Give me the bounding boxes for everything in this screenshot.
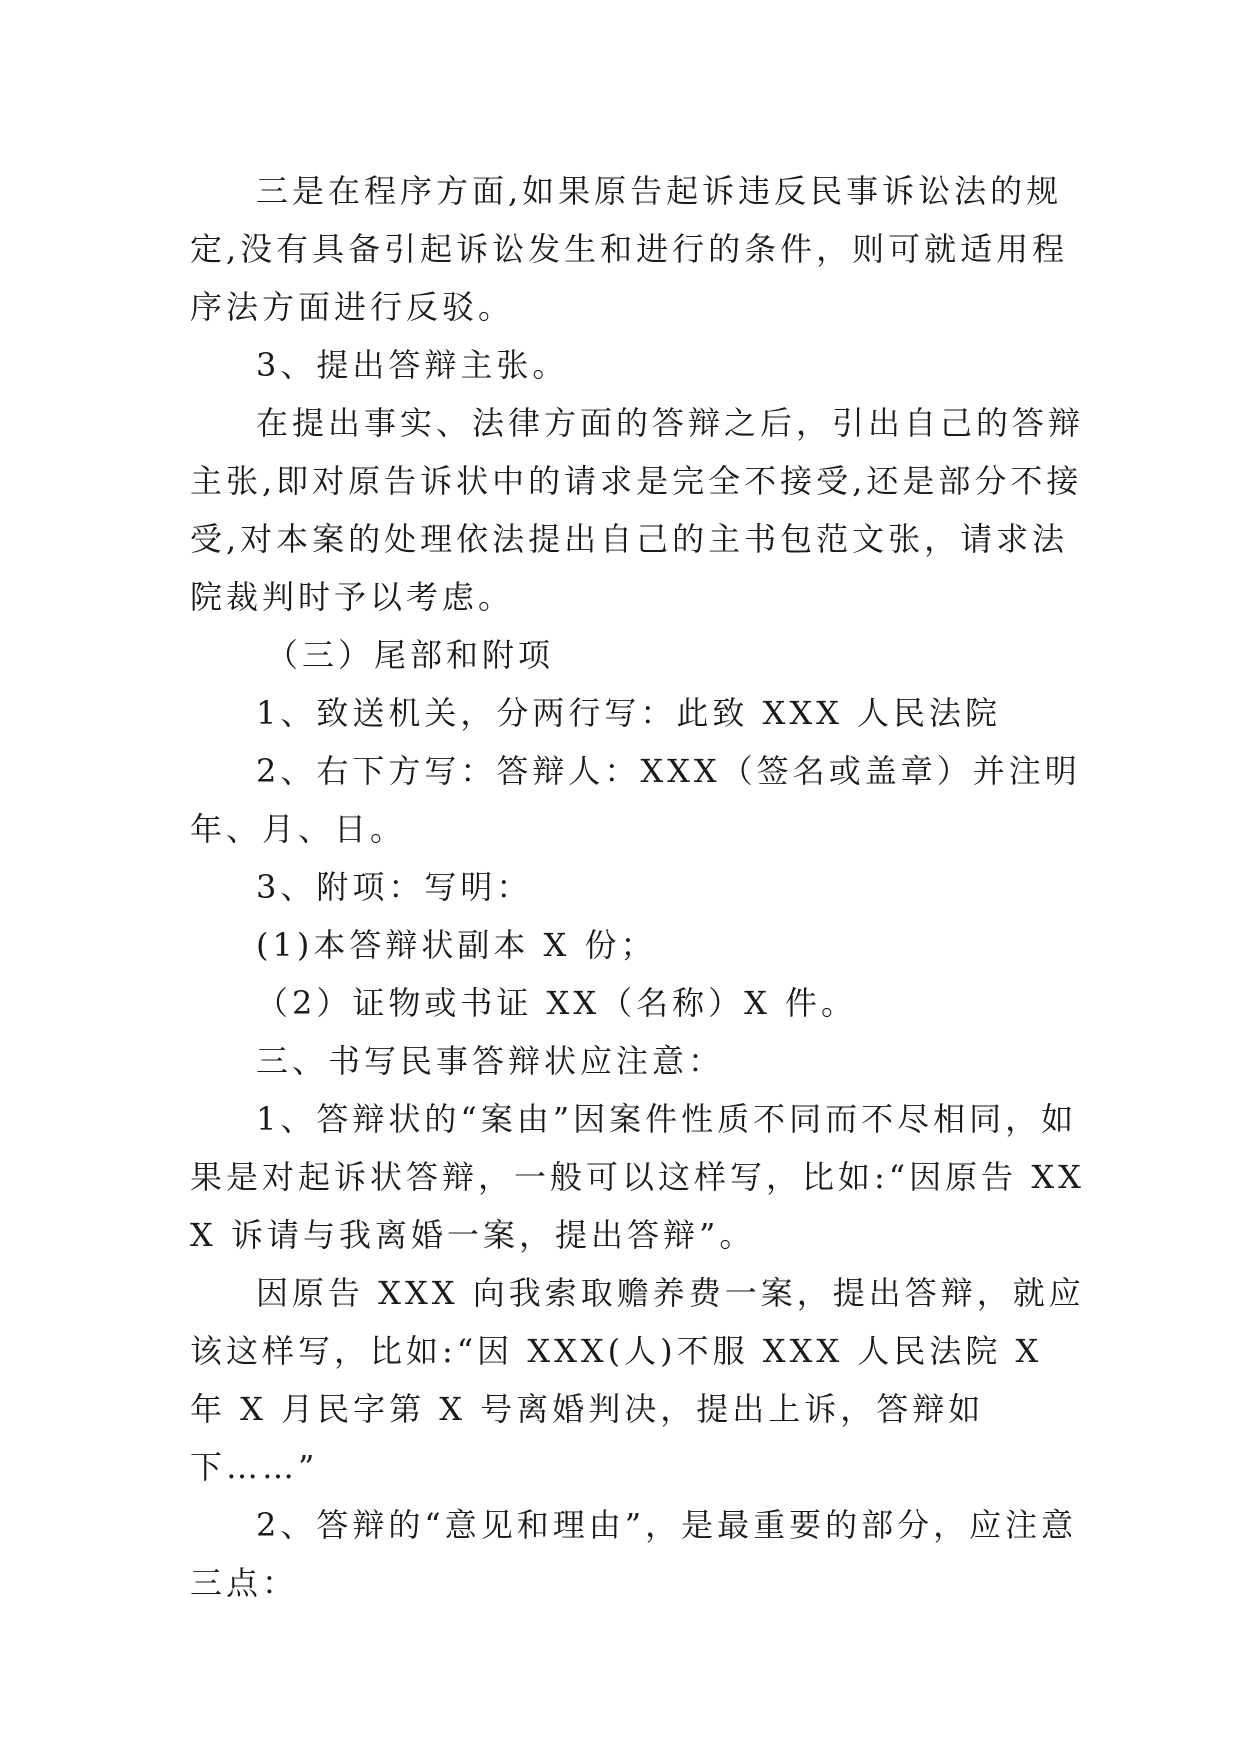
paragraph-answer-claim-heading: 3、提出答辩主张。 (256, 346, 569, 384)
paragraph-attachments: 3、附项：写明： (256, 868, 533, 906)
paragraph-answer-claim: 在提出事实、法律方面的答辩之后，引出自己的答辩主张,即对原告诉状中的请求是完全不接受,还是部分不接受,对本案的处理依法提出自己的主书包范文张，请求法院裁判时予以考虑。 (190, 404, 1085, 616)
section-heading-writing-notes: 三、书写民事答辩状应注意： (256, 1042, 725, 1080)
paragraph-opinion-and-reasons: 2、答辩的“意见和理由”，是最重要的部分，应注意三点： (190, 1506, 1078, 1602)
list-item-evidence: （2）证物或书证 XX（名称）X 件。 (256, 984, 858, 1022)
paragraph-signature: 2、右下方写：答辩人：XXX（签名或盖章）并注明年、月、日。 (190, 752, 1081, 848)
paragraph-case-cause-example: 因原告 XXX 向我索取赡养费一案，提出答辩，就应该这样写，比如:“因 XXX(人)不服 XXX 人民法院 X 年 X 月民字第 X 号离婚判决，提出上诉，答辩如下……” (190, 1274, 1085, 1486)
paragraph-procedure-rebuttal: 三是在程序方面,如果原告起诉违反民事诉讼法的规定,没有具备引起诉讼发生和进行的条件，则可就适用程序法方面进行反驳。 (190, 172, 1069, 326)
list-item-copies: (1)本答辩状副本 X 份； (256, 926, 657, 964)
document-body (190, 162, 1090, 1612)
paragraph-recipient-authority: 1、致送机关，分两行写：此致 XXX 人民法院 (256, 694, 1002, 732)
paragraph-case-cause: 1、答辩状的“案由”因案件性质不同而不尽相同，如果是对起诉状答辩，一般可以这样写，比如:“因原告 XXX 诉请与我离婚一案，提出答辩”。 (190, 1100, 1085, 1254)
section-heading-tail-and-attachments: （三）尾部和附项 (266, 636, 555, 674)
